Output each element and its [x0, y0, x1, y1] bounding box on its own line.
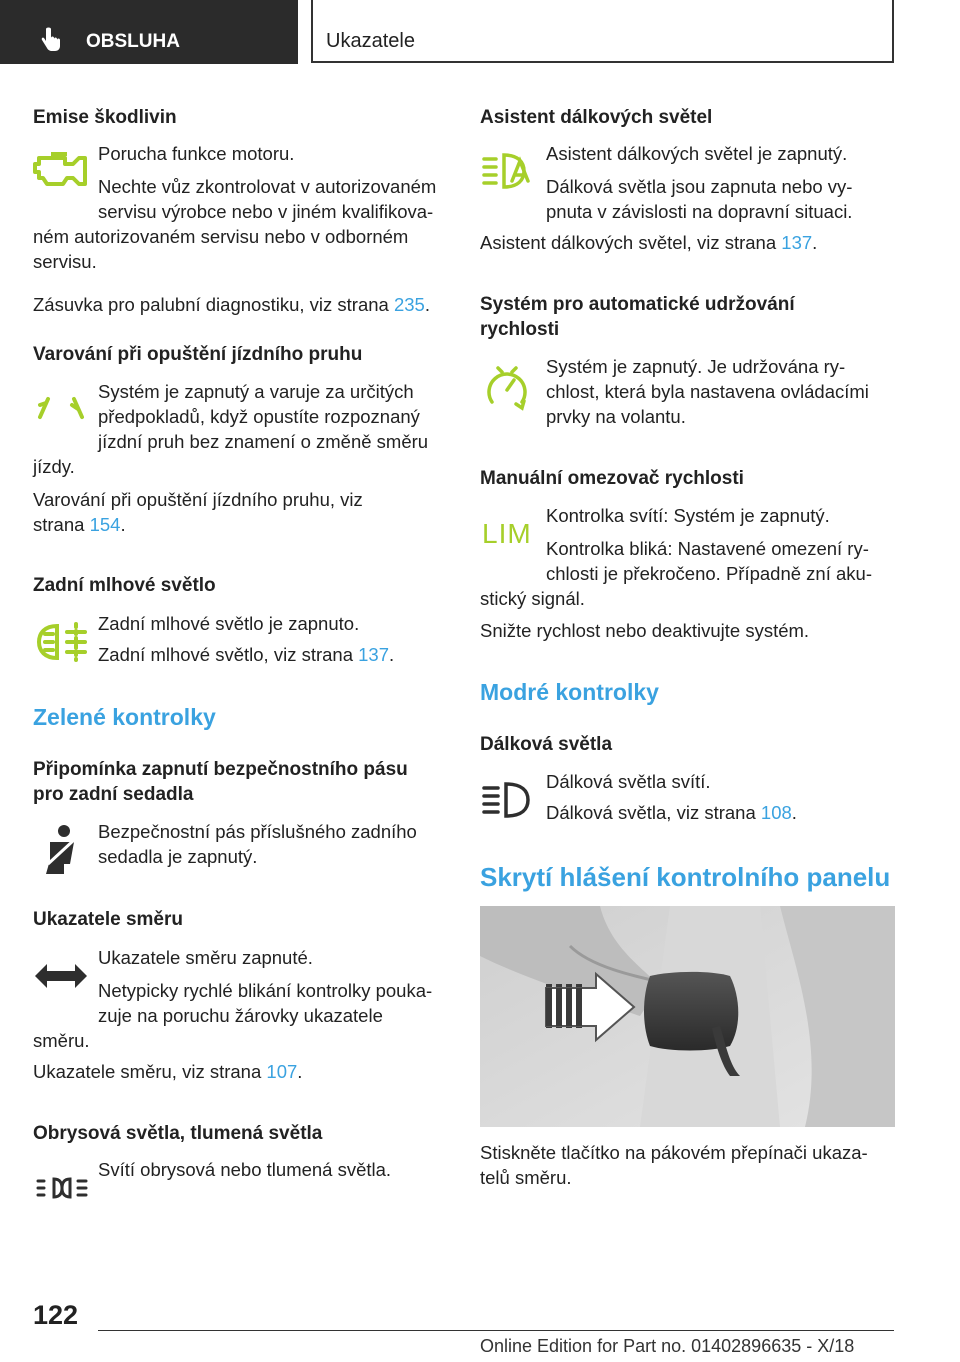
lane-reference-2: strana 154.	[33, 514, 126, 535]
limiter-line-1: Kontrolka svítí: Systém je zapnutý.	[546, 505, 830, 526]
turn-line-1: Ukazatele směru zapnuté.	[98, 947, 313, 968]
cruise-line-3: prvky na volantu.	[546, 406, 686, 427]
hba-heading: Asistent dálkových světel	[480, 107, 713, 128]
parking-light-icon	[36, 1176, 88, 1200]
page-link-154[interactable]: 154	[89, 514, 121, 535]
hide-messages-heading: Skrytí hlášení kontrolního panelu	[480, 862, 891, 892]
page-link-137-hba[interactable]: 137	[781, 232, 813, 253]
turn-line-2: Netypicky rychlé blikání kontrolky pouka-	[98, 980, 433, 1001]
parking-line-1: Svítí obrysová nebo tlumená světla.	[98, 1159, 392, 1180]
hand-pointer-icon	[40, 27, 62, 53]
caption-line-2: telů směru.	[480, 1167, 572, 1188]
caption-line-1: Stiskněte tlačítko na pákovém přepínači ukaza-	[480, 1142, 868, 1163]
cruise-line-1: Systém je zapnutý. Je udržována ry-	[546, 356, 846, 377]
edition-note: Online Edition for Part no. 01402896635 - X/18	[480, 1336, 855, 1356]
page-link-107[interactable]: 107	[266, 1061, 298, 1082]
green-indicators-heading: Zelené kontrolky	[33, 704, 216, 730]
emise-line-1: Porucha funkce motoru.	[98, 143, 295, 164]
hba-line-2: Dálková světla jsou zapnuta nebo vy-	[546, 176, 853, 197]
fog-reference: Zadní mlhové světlo, viz strana 137.	[98, 644, 395, 665]
chapter-tab	[311, 0, 894, 63]
fog-line-1: Zadní mlhové světlo je zapnuto.	[98, 613, 360, 634]
page-link-108[interactable]: 108	[760, 802, 792, 823]
rear-fog-light-icon	[35, 620, 89, 664]
limiter-heading: Manuální omezovač rychlosti	[480, 468, 744, 489]
turn-reference: Ukazatele směru, viz strana 107.	[33, 1061, 303, 1082]
page-link-137[interactable]: 137	[358, 644, 390, 665]
emise-reference: Zásuvka pro palubní diagnostiku, viz strana 235.	[33, 294, 430, 315]
hba-line-3: pnuta v závislosti na dopravní situaci.	[546, 201, 853, 222]
turn-line-4: směru.	[33, 1030, 90, 1051]
emise-heading: Emise škodlivin	[33, 107, 177, 128]
section-label: OBSLUHA	[86, 31, 180, 52]
limiter-line-5: Snižte rychlost nebo deaktivujte systém.	[480, 620, 810, 641]
page-link-235[interactable]: 235	[393, 294, 425, 315]
turn-heading: Ukazatele směru	[33, 909, 183, 930]
page-number: 122	[33, 1300, 79, 1330]
blue-indicators-heading: Modré kontrolky	[480, 679, 659, 705]
lane-reference-1: Varování při opuštění jízdního pruhu, viz	[33, 489, 363, 510]
cruise-control-icon	[484, 366, 530, 412]
engine-warning-icon	[33, 150, 91, 192]
high-beam-assist-icon	[482, 151, 534, 191]
lane-departure-icon	[36, 395, 86, 421]
turn-signal-icon	[35, 963, 87, 989]
lane-line-2: předpokladů, když opustíte rozpoznaný	[98, 406, 420, 427]
belt-line-2: sedadla je zapnutý.	[98, 846, 258, 867]
parking-heading: Obrysová světla, tlumená světla	[33, 1123, 323, 1144]
lane-line-3: jízdní pruh bez znamení o změně směru	[98, 431, 429, 452]
lane-line-1: Systém je zapnutý a varuje za určitých	[98, 381, 414, 402]
limiter-line-3: chlosti je překročeno. Případně zní aku-	[546, 563, 872, 584]
turn-signal-stalk-photo	[480, 906, 895, 1127]
emise-line-3: servisu výrobce nebo v jiném kvalifikova-	[98, 201, 434, 222]
cruise-heading-1: Systém pro automatické udržování	[480, 294, 795, 315]
cruise-heading-2: rychlosti	[480, 319, 560, 340]
emise-line-4: ném autorizovaném servisu nebo v odborném	[33, 226, 409, 247]
belt-heading-1: Připomínka zapnutí bezpečnostního pásu	[33, 759, 408, 780]
belt-line-1: Bezpečnostní pás příslušného zadního	[98, 821, 417, 842]
high-beam-heading: Dálková světla	[480, 734, 613, 755]
emise-line-2: Nechte vůz zkontrolovat v autorizovaném	[98, 176, 437, 197]
section-tab	[0, 0, 298, 64]
limiter-icon: LIM	[482, 518, 532, 549]
limiter-line-2: Kontrolka bliká: Nastavené omezení ry-	[546, 538, 869, 559]
chapter-label: Ukazatele	[326, 30, 415, 52]
footer-divider	[98, 1330, 894, 1331]
high-beam-icon	[482, 780, 534, 820]
emise-line-5: servisu.	[33, 251, 97, 272]
hba-line-1: Asistent dálkových světel je zapnutý.	[546, 143, 848, 164]
lane-heading: Varování při opuštění jízdního pruhu	[33, 344, 363, 365]
hba-reference: Asistent dálkových světel, viz strana 137.	[480, 232, 818, 253]
high-beam-line-1: Dálková světla svítí.	[546, 771, 711, 792]
limiter-line-4: stický signál.	[480, 588, 585, 609]
fog-heading: Zadní mlhové světlo	[33, 575, 216, 596]
turn-line-3: zuje na poruchu žárovky ukazatele	[98, 1005, 383, 1026]
belt-heading-2: pro zadní sedadla	[33, 784, 194, 805]
seatbelt-icon	[42, 824, 82, 876]
cruise-line-2: chlost, která byla nastavena ovládacími	[546, 381, 869, 402]
high-beam-reference: Dálková světla, viz strana 108.	[546, 802, 797, 823]
lane-line-4: jízdy.	[33, 456, 75, 477]
